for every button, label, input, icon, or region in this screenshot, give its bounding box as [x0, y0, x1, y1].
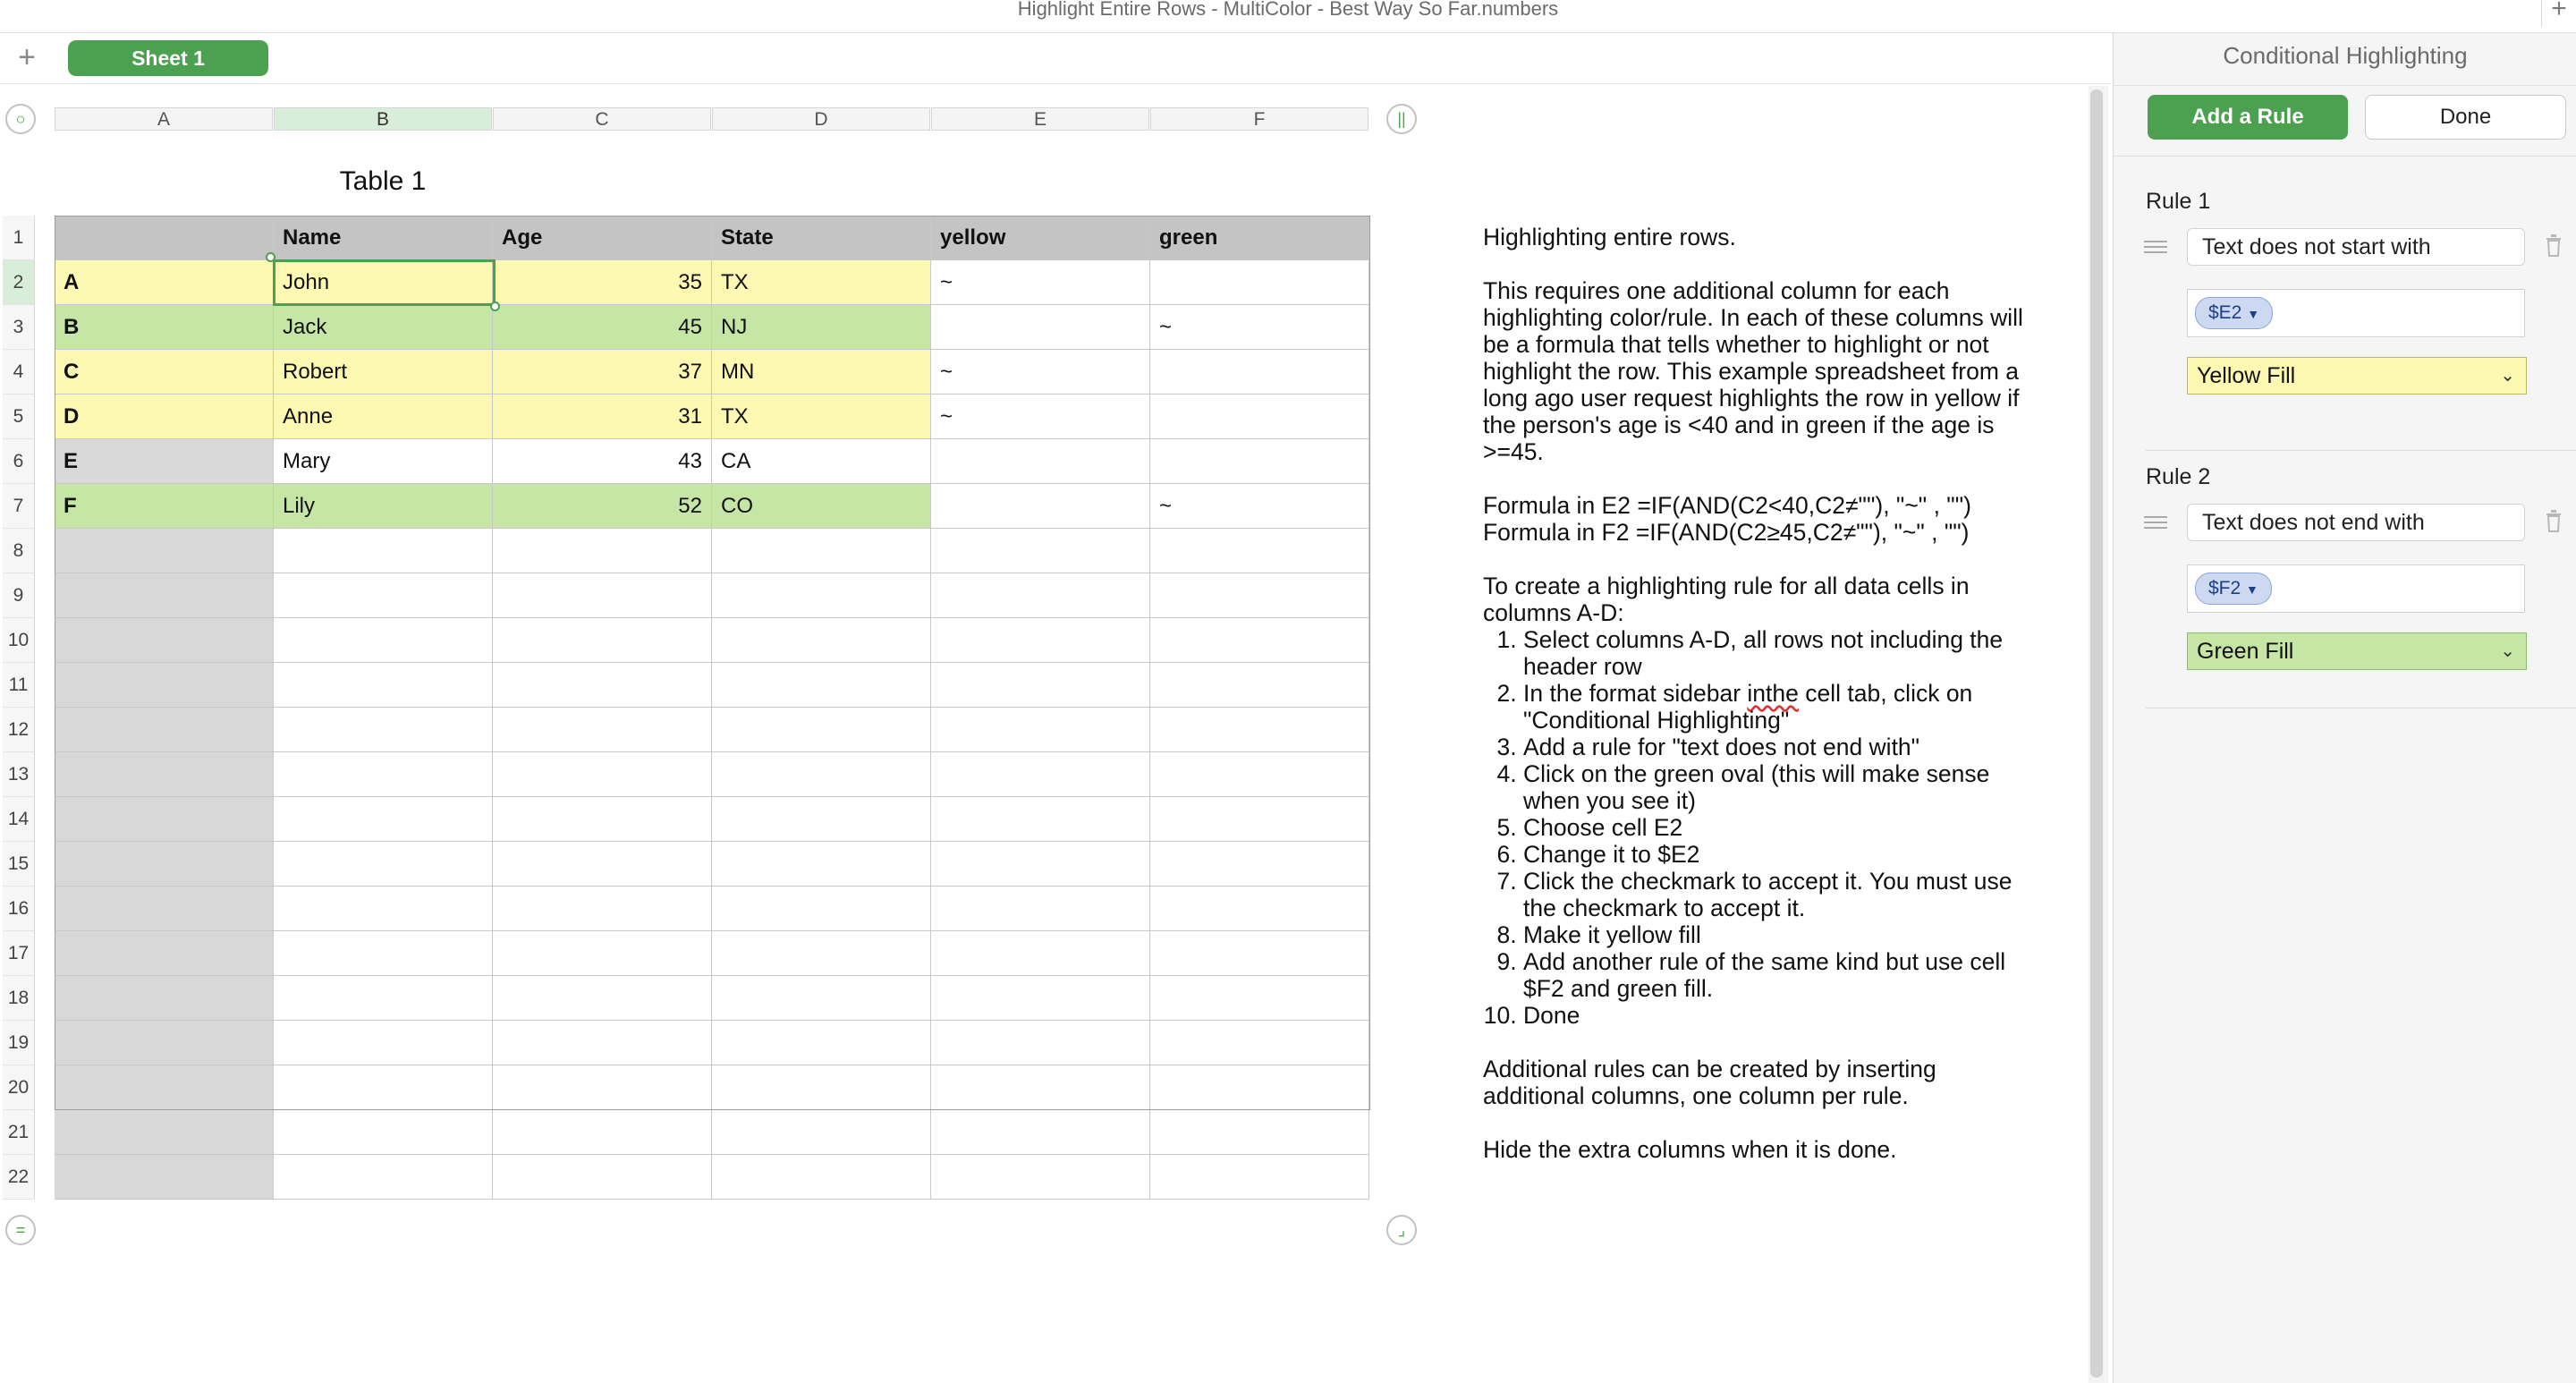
table-cell[interactable]	[712, 887, 931, 931]
table-cell[interactable]	[274, 708, 493, 752]
table-cell[interactable]	[1150, 618, 1369, 663]
row-header[interactable]: 13	[3, 752, 35, 797]
table-cell[interactable]	[712, 797, 931, 842]
table-cell[interactable]	[1150, 708, 1369, 752]
table-cell[interactable]	[931, 529, 1150, 573]
resize-icon: ⌟	[1397, 1221, 1406, 1239]
table-cell[interactable]	[712, 573, 931, 618]
table-cell[interactable]	[1150, 1065, 1369, 1110]
trash-icon[interactable]	[2545, 233, 2563, 257]
table-cell[interactable]	[274, 618, 493, 663]
sheet-canvas	[0, 84, 2089, 1383]
table-cell[interactable]	[1150, 1155, 1369, 1200]
table-cell[interactable]	[274, 887, 493, 931]
table-cell[interactable]: TX	[712, 395, 931, 439]
list-item: 5. Choose cell E2	[1523, 814, 2029, 841]
table-cell[interactable]	[1150, 350, 1369, 395]
table-cell[interactable]	[55, 842, 274, 887]
table-cell[interactable]: A	[55, 260, 274, 305]
table-cell[interactable]: ~	[931, 395, 1150, 439]
table-cell[interactable]	[931, 305, 1150, 350]
row-header[interactable]: 5	[3, 395, 35, 439]
table-cell[interactable]	[712, 976, 931, 1021]
rule-fill-select[interactable]: Green Fill ⌄	[2187, 632, 2527, 670]
add-column-handle[interactable]	[1386, 104, 1417, 134]
table-cell[interactable]	[493, 842, 712, 887]
row-header[interactable]: 22	[3, 1155, 35, 1200]
list-item: 8. Make it yellow fill	[1523, 921, 2029, 948]
row-header[interactable]: 9	[3, 573, 35, 618]
row-header[interactable]: 19	[3, 1021, 35, 1065]
list-item: 9. Add another rule of the same kind but use cell $F2 and green fill.	[1523, 948, 2029, 1002]
table-cell[interactable]	[1150, 976, 1369, 1021]
chevron-down-icon: ⌄	[2500, 641, 2515, 661]
table-cell[interactable]	[55, 752, 274, 797]
table-cell[interactable]	[493, 976, 712, 1021]
row-header[interactable]: 4	[3, 350, 35, 395]
header-cell[interactable]: Age	[493, 216, 712, 260]
table-cell[interactable]	[712, 1021, 931, 1065]
drag-handle-icon[interactable]	[2144, 516, 2167, 530]
table-cell[interactable]	[274, 976, 493, 1021]
table-cell[interactable]	[493, 797, 712, 842]
column-header[interactable]: C	[493, 107, 711, 131]
table-cell[interactable]: 43	[493, 439, 712, 484]
add-rule-button[interactable]: Add a Rule	[2148, 95, 2348, 140]
table-cell[interactable]	[55, 1155, 274, 1200]
resize-table-handle[interactable]	[1386, 1215, 1417, 1245]
column-header[interactable]: A	[55, 107, 273, 131]
table-cell[interactable]	[274, 752, 493, 797]
done-button[interactable]: Done	[2365, 95, 2566, 140]
select-table-button[interactable]	[5, 104, 36, 134]
notes-steps-intro: To create a highlighting rule for all data cells in columns A-D:	[1483, 573, 1970, 626]
add-row-handle[interactable]	[5, 1215, 36, 1245]
table-cell[interactable]	[931, 573, 1150, 618]
table-cell[interactable]: C	[55, 350, 274, 395]
row-header[interactable]: 6	[3, 439, 35, 484]
row-header[interactable]: 12	[3, 708, 35, 752]
table-cell[interactable]	[1150, 663, 1369, 708]
notes-intro: Highlighting entire rows.	[1483, 224, 1736, 250]
row-header[interactable]: 10	[3, 618, 35, 663]
table-cell[interactable]	[931, 842, 1150, 887]
table-cell[interactable]	[493, 1021, 712, 1065]
selection-handle-bottom[interactable]	[490, 301, 500, 311]
table-cell[interactable]: F	[55, 484, 274, 529]
divider	[2146, 450, 2576, 451]
chevron-down-icon: ▼	[2247, 307, 2260, 321]
column-header[interactable]: D	[712, 107, 930, 131]
table-cell[interactable]	[493, 887, 712, 931]
table-cell[interactable]	[712, 1110, 931, 1155]
table-cell[interactable]	[493, 1065, 712, 1110]
column-header[interactable]: E	[931, 107, 1149, 131]
row-header[interactable]: 8	[3, 529, 35, 573]
format-sidebar	[2113, 33, 2576, 1383]
table-cell[interactable]	[931, 618, 1150, 663]
table-cell[interactable]: Lily	[274, 484, 493, 529]
list-item: 4. Click on the green oval (this will make sense when you see it)	[1523, 760, 2029, 814]
table-cell[interactable]: ~	[931, 260, 1150, 305]
spelling-error: inthe	[1747, 680, 1799, 707]
header-cell[interactable]: yellow	[931, 216, 1150, 260]
table-cell[interactable]	[55, 663, 274, 708]
table-cell[interactable]: Mary	[274, 439, 493, 484]
table-cell[interactable]	[931, 752, 1150, 797]
drag-handle-icon[interactable]	[2144, 241, 2167, 255]
table-cell[interactable]	[712, 708, 931, 752]
notes-formula-f2: Formula in F2 =IF(AND(C2≥45,C2≠""), "~" , "")	[1483, 519, 1970, 546]
table-cell[interactable]	[712, 931, 931, 976]
table-cell[interactable]: MN	[712, 350, 931, 395]
table-cell[interactable]: Anne	[274, 395, 493, 439]
table-cell[interactable]	[493, 1155, 712, 1200]
row-header[interactable]: 7	[3, 484, 35, 529]
row-header[interactable]: 21	[3, 1110, 35, 1155]
table-title[interactable]: Table 1	[339, 166, 427, 196]
table-cell[interactable]: 37	[493, 350, 712, 395]
table-cell[interactable]	[55, 1110, 274, 1155]
table-cell[interactable]	[493, 573, 712, 618]
rule-2	[2114, 464, 2576, 733]
table-cell[interactable]	[1150, 1110, 1369, 1155]
table-cell[interactable]: ~	[931, 350, 1150, 395]
table-cell[interactable]	[274, 1155, 493, 1200]
sidebar-title: Conditional Highlighting	[2223, 42, 2468, 69]
window-title: Highlight Entire Rows - MultiColor - Best Way So Far.numbers	[1017, 0, 1559, 20]
row-header[interactable]: 3	[3, 305, 35, 350]
table-cell[interactable]	[274, 931, 493, 976]
table-cell[interactable]: Jack	[274, 305, 493, 350]
table-cell[interactable]: CA	[712, 439, 931, 484]
list-item: 6. Change it to $E2	[1523, 841, 2029, 868]
table-cell[interactable]	[712, 1065, 931, 1110]
column-header[interactable]: F	[1150, 107, 1368, 131]
sidebar-toolbar	[2114, 85, 2576, 157]
table-cell[interactable]	[274, 1021, 493, 1065]
table-cell[interactable]	[931, 797, 1150, 842]
table-cell[interactable]: 35	[493, 260, 712, 305]
row-header[interactable]: 18	[3, 976, 35, 1021]
row-header[interactable]: 17	[3, 931, 35, 976]
table-cell[interactable]	[712, 618, 931, 663]
row-header[interactable]: 14	[3, 797, 35, 842]
table-cell[interactable]	[931, 484, 1150, 529]
header-cell[interactable]: State	[712, 216, 931, 260]
table-cell[interactable]	[931, 1065, 1150, 1110]
table-cell[interactable]	[493, 529, 712, 573]
table-cell[interactable]	[1150, 797, 1369, 842]
table-cell[interactable]	[274, 797, 493, 842]
trash-icon[interactable]	[2545, 509, 2563, 532]
row-header[interactable]: 11	[3, 663, 35, 708]
vertical-scrollbar[interactable]	[2089, 86, 2108, 1383]
table-cell[interactable]	[931, 931, 1150, 976]
notes-additional: Additional rules can be created by inserting additional columns, one column per rule.	[1483, 1056, 1936, 1109]
list-item: 3. Add a rule for "text does not end with"	[1523, 734, 2029, 760]
table-cell[interactable]	[1150, 260, 1369, 305]
table-cell[interactable]	[274, 663, 493, 708]
header-cell[interactable]: Name	[274, 216, 493, 260]
table-cell[interactable]: D	[55, 395, 274, 439]
rule-1	[2114, 189, 2576, 457]
row-header[interactable]: 15	[3, 842, 35, 887]
table-cell[interactable]	[1150, 931, 1369, 976]
title-bar	[0, 0, 2576, 33]
table-cell[interactable]	[493, 1110, 712, 1155]
table-cell[interactable]	[493, 618, 712, 663]
table-cell[interactable]: John	[274, 260, 493, 305]
table-cell[interactable]	[274, 1065, 493, 1110]
table-cell[interactable]: TX	[712, 260, 931, 305]
list-item: 1. Select columns A-D, all rows not including the header row	[1523, 626, 2029, 680]
row-header[interactable]: 16	[3, 887, 35, 931]
table-cell[interactable]	[493, 752, 712, 797]
notes-formula-e2: Formula in E2 =IF(AND(C2<40,C2≠""), "~" , "")	[1483, 492, 1971, 519]
list-item: 2. In the format sidebar inthe cell tab, click on "Conditional Highlighting"	[1523, 680, 2029, 734]
sheet-tab-bar	[0, 33, 2111, 84]
table-cell[interactable]: ~	[1150, 305, 1369, 350]
add-sheet-button[interactable]: +	[18, 40, 36, 74]
table-cell[interactable]	[712, 752, 931, 797]
header-cell[interactable]: green	[1150, 216, 1369, 260]
table-cell[interactable]: E	[55, 439, 274, 484]
scrollbar-thumb[interactable]	[2090, 89, 2103, 1378]
rule-title: Rule 1	[2146, 189, 2211, 214]
table-cell[interactable]	[931, 1155, 1150, 1200]
table-cell[interactable]	[1150, 842, 1369, 887]
table-cell[interactable]	[493, 708, 712, 752]
column-handle-icon: ||	[1397, 110, 1406, 128]
chevron-down-icon: ⌄	[2500, 366, 2515, 386]
row-header[interactable]: 2	[3, 260, 35, 305]
table-cell[interactable]	[55, 618, 274, 663]
instructions-text-box[interactable]	[1483, 224, 2029, 1190]
rule-title: Rule 2	[2146, 464, 2211, 489]
table-cell[interactable]	[931, 663, 1150, 708]
table-cell[interactable]	[493, 931, 712, 976]
table-cell[interactable]	[55, 708, 274, 752]
notes-description: This requires one additional column for each highlighting color/rule. In each of these columns will be a formula that tells whether to highlight or not highlight the row. This example spreadsheet from a long ago user request highlights the row in yellow if the person's age is <40 and in green if the age is >=45.	[1483, 277, 2023, 465]
notes-steps-list	[1483, 626, 2029, 1029]
table-cell[interactable]	[931, 1110, 1150, 1155]
table-cell[interactable]	[1150, 573, 1369, 618]
table-cell[interactable]: NJ	[712, 305, 931, 350]
table-cell[interactable]	[55, 529, 274, 573]
rule-condition-select[interactable]: Text does not start with	[2187, 228, 2525, 266]
row-header[interactable]: 1	[3, 216, 35, 260]
selection-handle-top[interactable]	[266, 252, 275, 262]
table-cell[interactable]	[55, 573, 274, 618]
table-cell[interactable]	[712, 529, 931, 573]
table-cell[interactable]: CO	[712, 484, 931, 529]
table-cell[interactable]: 31	[493, 395, 712, 439]
tab-sheet-1[interactable]: Sheet 1	[68, 40, 268, 76]
rule-condition-select[interactable]: Text does not end with	[2187, 504, 2525, 541]
column-header[interactable]: B	[274, 107, 492, 131]
rule-reference-field[interactable]	[2187, 289, 2525, 337]
table-cell[interactable]	[931, 1021, 1150, 1065]
table-cell[interactable]	[274, 1110, 493, 1155]
table-cell[interactable]: ~	[1150, 484, 1369, 529]
table-cell[interactable]	[55, 1021, 274, 1065]
table-cell[interactable]	[712, 842, 931, 887]
table-cell[interactable]	[1150, 1021, 1369, 1065]
table-cell[interactable]	[1150, 887, 1369, 931]
table-cell[interactable]	[1150, 752, 1369, 797]
table-cell[interactable]	[274, 573, 493, 618]
header-cell[interactable]	[55, 216, 274, 260]
table-cell[interactable]	[712, 663, 931, 708]
add-tab-icon[interactable]: +	[2541, 0, 2576, 27]
table-cell[interactable]	[931, 976, 1150, 1021]
table-cell[interactable]: 52	[493, 484, 712, 529]
table-cell[interactable]	[55, 797, 274, 842]
table-cell[interactable]	[931, 708, 1150, 752]
circle-icon: ○	[15, 110, 26, 128]
table-cell[interactable]: B	[55, 305, 274, 350]
table-cell[interactable]	[1150, 439, 1369, 484]
cell-reference-token[interactable]: $E2 ▼	[2195, 297, 2273, 329]
row-handle-icon: =	[15, 1221, 26, 1239]
notes-hide: Hide the extra columns when it is done.	[1483, 1136, 1897, 1163]
table-cell[interactable]	[55, 976, 274, 1021]
table-cell[interactable]	[55, 1065, 274, 1110]
rule-reference-field[interactable]	[2187, 564, 2525, 613]
table-cell[interactable]	[274, 842, 493, 887]
row-header[interactable]: 20	[3, 1065, 35, 1110]
table-cell[interactable]	[1150, 395, 1369, 439]
list-item: 7. Click the checkmark to accept it. You must use the checkmark to accept it.	[1523, 868, 2029, 921]
table-cell[interactable]	[493, 663, 712, 708]
chevron-down-icon: ▼	[2246, 582, 2258, 597]
table-cell[interactable]: Robert	[274, 350, 493, 395]
rule-fill-select[interactable]: Yellow Fill ⌄	[2187, 357, 2527, 395]
cell-reference-token[interactable]: $F2 ▼	[2195, 573, 2272, 605]
table-cell[interactable]	[931, 439, 1150, 484]
table-cell[interactable]	[55, 931, 274, 976]
table-cell[interactable]	[1150, 529, 1369, 573]
table-cell[interactable]	[712, 1155, 931, 1200]
table-cell[interactable]	[55, 887, 274, 931]
table-cell[interactable]	[274, 529, 493, 573]
list-item: 10. Done	[1523, 1002, 2029, 1029]
table-cell[interactable]: 45	[493, 305, 712, 350]
table-cell[interactable]	[931, 887, 1150, 931]
